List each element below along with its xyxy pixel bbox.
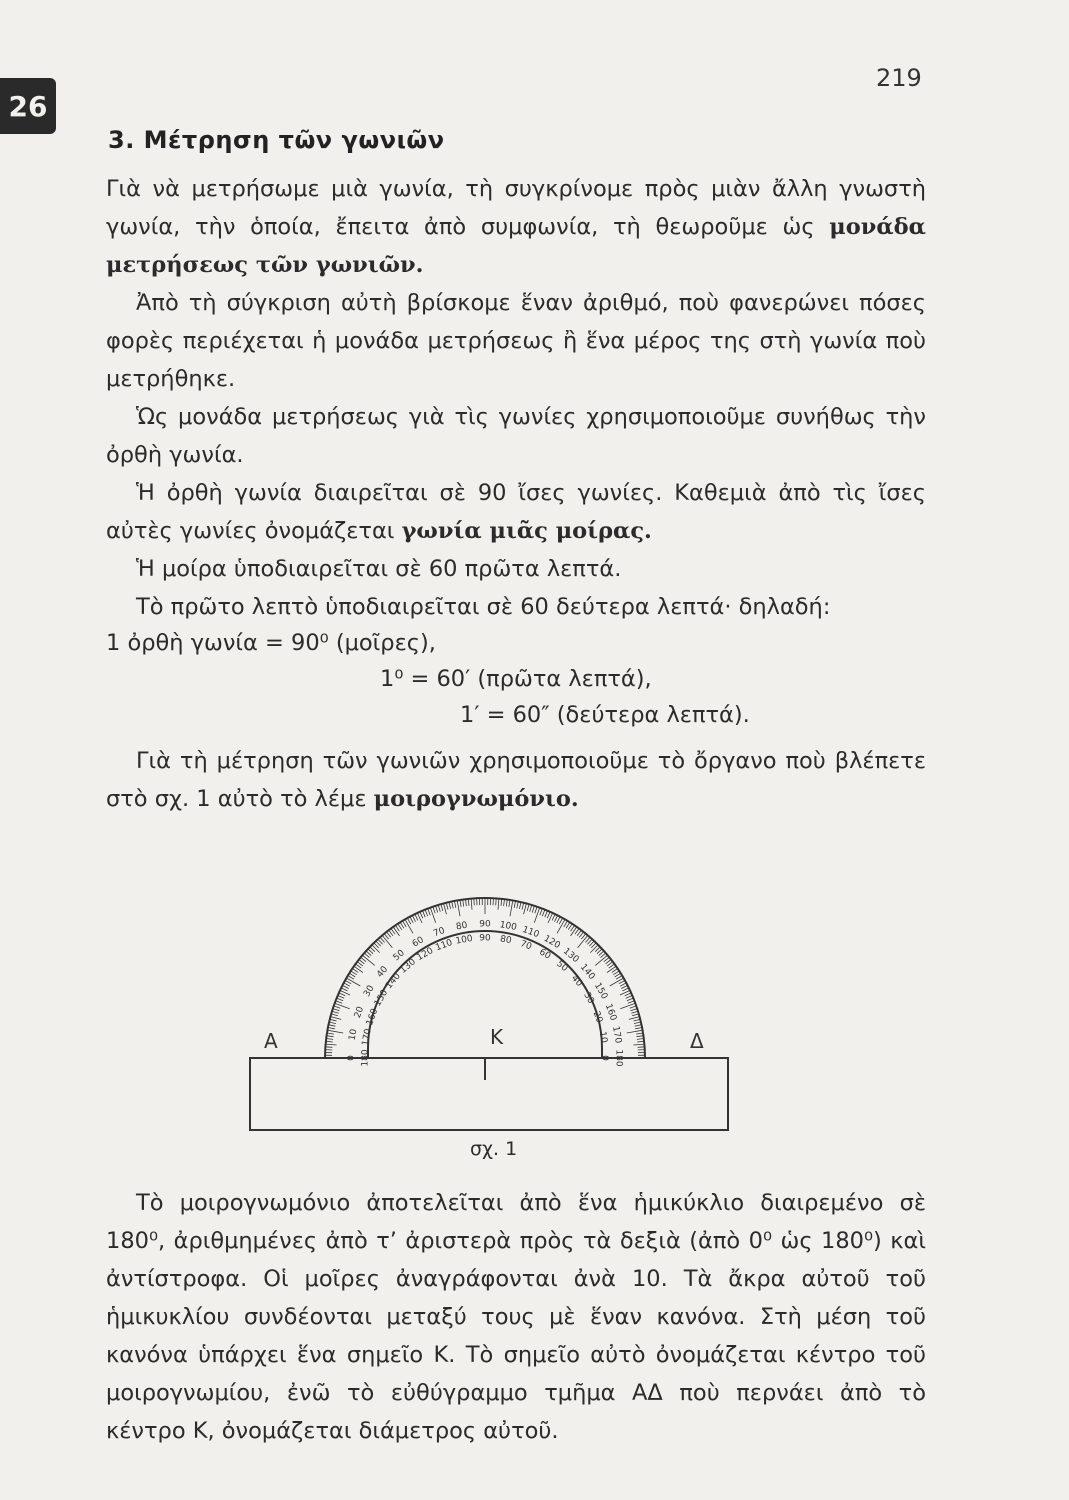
- degree-tick: [338, 996, 345, 999]
- degree-tick: [412, 915, 415, 921]
- degree-tick: [433, 907, 435, 914]
- scale-outer-label: 100: [498, 920, 518, 933]
- degree-tick: [634, 1019, 641, 1021]
- intro-text: [106, 170, 926, 626]
- scale-inner-label: 60: [537, 947, 553, 962]
- degree-tick: [609, 964, 615, 968]
- term-unit: μονάδα μετρήσεως τῶν γωνιῶν.: [106, 214, 926, 278]
- scale-inner-label: 90: [479, 933, 491, 944]
- degree-tick: [627, 998, 633, 1001]
- degree-tick: [326, 1039, 333, 1040]
- degree-tick: [633, 1044, 644, 1045]
- protractor-figure: [240, 848, 740, 1168]
- instrument-text: [106, 742, 926, 818]
- degree-tick: [327, 1030, 343, 1033]
- degree-tick: [542, 910, 545, 916]
- scale-outer-label: 130: [560, 946, 581, 966]
- degree-tick: [620, 983, 626, 986]
- degree-tick: [330, 1019, 337, 1021]
- point-label-a: Α: [264, 1029, 278, 1053]
- scale-outer-label: 150: [591, 981, 610, 1002]
- scale-outer-label: 180: [613, 1049, 624, 1067]
- degree-tick: [635, 1025, 642, 1027]
- scale-inner-label: 40: [569, 973, 585, 989]
- degree-tick: [506, 900, 507, 907]
- degree-tick: [337, 998, 343, 1001]
- degree-tick: [423, 911, 426, 918]
- scale-inner-label: 130: [398, 957, 419, 976]
- scale-outer-label: 90: [479, 919, 491, 930]
- term-protractor: μοιρογνωμόνιο.: [373, 786, 579, 812]
- degree-tick: [532, 906, 534, 913]
- degree-tick: [630, 1006, 637, 1008]
- degree-tick: [457, 900, 460, 916]
- chapter-badge: 26: [0, 78, 56, 134]
- scale-inner-label: 140: [384, 971, 403, 992]
- degree-tick: [420, 912, 423, 918]
- degree-tick: [566, 922, 570, 928]
- degree-tick: [336, 1001, 343, 1004]
- degree-tick: [628, 1001, 635, 1004]
- degree-tick: [623, 988, 629, 991]
- scale-inner-label: 30: [581, 990, 596, 1006]
- scale-outer-label: 50: [391, 948, 407, 964]
- paragraph-minutes: Ἡ μοίρα ὑποδιαιρεῖται σὲ 60 πρῶτα λεπτά.: [136, 556, 622, 582]
- page-number: 219: [876, 64, 922, 92]
- scale-inner-label: 20: [590, 1010, 604, 1025]
- degree-tick: [326, 1044, 337, 1045]
- formula-right-angle: 1 ὀρθὴ γωνία = 90⁰ (μοῖρες),: [106, 630, 436, 656]
- paragraph-degree: Ἡ ὀρθὴ γωνία διαιρεῖται σὲ 90 ἴσες γωνίες. Καθεμιὰ ἀπὸ τὶς ἴσες αὐτὲς γωνίες ὀνομάζεται γωνία μιᾶς μοίρας.: [106, 480, 926, 544]
- description-text: [106, 1184, 926, 1450]
- degree-tick: [327, 1036, 334, 1037]
- degree-tick: [564, 921, 568, 927]
- scale-inner-label: 50: [554, 958, 570, 974]
- degree-tick: [449, 902, 451, 909]
- degree-tick: [619, 980, 625, 983]
- scale-inner-label: 180: [360, 1049, 371, 1067]
- degree-tick: [625, 993, 631, 996]
- degree-tick: [534, 908, 539, 923]
- point-label-d: Δ: [690, 1029, 704, 1053]
- paragraph-comparison: Ἀπὸ τὴ σύγκριση αὐτὴ βρίσκομε ἕναν ἀριθμό, ποὺ φανερώνει πόσες φορὲς περιέχεται ἡ μονάδα μετρήσεως ἢ ἕνα μέρος της στὴ γωνία ποὺ μετρήθηκε.: [106, 290, 926, 392]
- degree-tick: [407, 918, 410, 924]
- scale-inner-label: 10: [596, 1030, 609, 1044]
- degree-tick: [446, 903, 448, 910]
- degree-tick: [517, 902, 519, 909]
- degree-tick: [637, 1036, 644, 1037]
- degree-tick: [471, 899, 472, 910]
- degree-tick: [331, 1014, 338, 1016]
- degree-tick: [403, 921, 407, 927]
- scale-outer-label: 120: [541, 933, 562, 952]
- degree-tick: [613, 971, 619, 975]
- degree-tick: [522, 903, 524, 910]
- scale-outer-label: 10: [347, 1028, 360, 1042]
- scale-inner-label: 100: [454, 933, 474, 947]
- degree-tick: [430, 908, 435, 923]
- degree-tick: [444, 904, 447, 915]
- degree-tick: [335, 1003, 350, 1008]
- degree-tick: [504, 899, 505, 906]
- degree-tick: [333, 1009, 340, 1011]
- degree-tick: [498, 899, 499, 910]
- degree-tick: [325, 1047, 332, 1048]
- scale-outer-label: 30: [362, 983, 377, 999]
- degree-tick: [354, 966, 363, 972]
- degree-tick: [638, 1047, 645, 1048]
- degree-tick: [356, 964, 362, 968]
- degree-tick: [452, 902, 454, 909]
- scale-inner-label: 170: [360, 1027, 374, 1047]
- degree-tick: [626, 996, 633, 999]
- degree-tick: [332, 1011, 339, 1013]
- scale-inner-label: 0: [599, 1055, 610, 1061]
- degree-tick: [463, 900, 464, 907]
- scale-inner-label: 110: [434, 938, 454, 954]
- protractor-ruler: [250, 1058, 728, 1130]
- degree-tick: [637, 1041, 644, 1042]
- scale-outer-label: 140: [577, 962, 597, 983]
- formula-degree: 1⁰ = 60′ (πρῶτα λεπτά),: [380, 666, 652, 692]
- scale-outer-label: 70: [432, 925, 447, 940]
- degree-tick: [327, 1033, 334, 1034]
- formula-minute: 1′ = 60″ (δεύτερα λεπτά).: [460, 702, 750, 728]
- degree-tick: [428, 909, 431, 916]
- degree-tick: [348, 976, 354, 980]
- degree-tick: [607, 966, 616, 972]
- figure-caption: σχ. 1: [470, 1138, 518, 1160]
- scale-outer-label: 0: [346, 1055, 357, 1061]
- degree-tick: [590, 945, 598, 953]
- degree-tick: [634, 1022, 641, 1024]
- degree-tick: [372, 945, 380, 953]
- degree-tick: [524, 904, 527, 915]
- degree-tick: [329, 1025, 336, 1027]
- degree-tick: [329, 1022, 336, 1024]
- degree-tick: [519, 902, 521, 909]
- degree-tick: [616, 976, 622, 980]
- degree-tick: [629, 1017, 640, 1020]
- degree-tick: [547, 912, 550, 918]
- degree-tick: [334, 1006, 341, 1008]
- scale-outer-label: 110: [520, 924, 541, 941]
- degree-tick: [620, 1003, 635, 1008]
- degree-tick: [496, 898, 497, 905]
- degree-tick: [552, 914, 555, 920]
- paragraph-right-angle-unit: Ὡς μονάδα μετρήσεως γιὰ τὶς γωνίες χρησιμοποιοῦμε συνήθως τὴν ὀρθὴ γωνία.: [106, 404, 926, 468]
- degree-tick: [466, 899, 467, 906]
- degree-tick: [575, 929, 579, 935]
- scale-outer-label: 170: [610, 1025, 623, 1045]
- degree-tick: [349, 973, 355, 977]
- degree-tick: [501, 899, 502, 906]
- degree-tick: [559, 918, 562, 924]
- term-degree: γωνία μιᾶς μοίρας.: [401, 518, 652, 544]
- scale-outer-label: 80: [455, 920, 469, 933]
- degree-tick: [400, 922, 404, 928]
- degree-tick: [631, 1011, 638, 1013]
- degree-tick: [568, 924, 572, 930]
- degree-tick: [425, 910, 428, 916]
- degree-tick: [535, 907, 537, 914]
- degree-tick: [509, 900, 510, 907]
- scale-inner-label: 160: [365, 1007, 381, 1027]
- degree-tick: [530, 905, 532, 912]
- degree-tick: [527, 904, 529, 911]
- degree-tick: [635, 1028, 642, 1029]
- degree-tick: [339, 993, 345, 996]
- degree-tick: [342, 985, 348, 988]
- degree-labels: [347, 920, 624, 1067]
- degree-tick: [621, 985, 627, 988]
- scale-outer-label: 160: [602, 1002, 619, 1023]
- degree-tick: [344, 983, 350, 986]
- degree-tick: [627, 1030, 643, 1033]
- paragraph-instrument: Γιὰ τὴ μέτρηση τῶν γωνιῶν χρησιμοποιοῦμε τὸ ὄργανο ποὺ βλέπετε στὸ σχ. 1 αὐτὸ τὸ λέμε μοιρογνωμόνιο.: [106, 748, 926, 812]
- degree-tick: [393, 927, 399, 936]
- degree-tick: [571, 927, 577, 936]
- degree-tick: [540, 909, 543, 916]
- degree-tick: [455, 901, 456, 908]
- scale-inner-label: 120: [415, 945, 436, 964]
- scale-outer-label: 40: [375, 964, 391, 980]
- section-title: 3. Μέτρηση τῶν γωνιῶν: [108, 126, 445, 154]
- degree-tick: [474, 898, 475, 905]
- point-label-k: Κ: [490, 1025, 504, 1049]
- degree-tick: [545, 911, 548, 918]
- degree-tick: [468, 899, 469, 906]
- degree-tick: [514, 901, 515, 908]
- degree-tick: [326, 1041, 333, 1042]
- degree-tick: [631, 1009, 638, 1011]
- degree-tick: [345, 980, 351, 983]
- scale-inner-label: 80: [499, 934, 513, 947]
- scale-inner-label: 70: [518, 939, 533, 953]
- degree-tick: [391, 929, 395, 935]
- degree-tick: [436, 906, 438, 913]
- degree-tick: [351, 971, 357, 975]
- scale-inner-label: 150: [372, 988, 391, 1009]
- degree-tick: [555, 915, 558, 921]
- degree-tick: [438, 905, 440, 912]
- degree-tick: [410, 917, 413, 923]
- scale-outer-label: 60: [410, 935, 426, 950]
- paragraph-definition: Γιὰ νὰ μετρήσωμε μιὰ γωνία, τὴ συγκρίνομε πρὸς μιὰν ἄλλη γνωστὴ γωνία, τὴν ὁποία, ἔπειτα ἀπὸ συμφωνία, τὴ θεωροῦμε ὡς μονάδα μετρήσεως τῶν γωνιῶν.: [106, 176, 926, 278]
- degree-tick: [637, 1039, 644, 1040]
- degree-tick: [331, 1017, 342, 1020]
- paragraph-seconds: Τὸ πρῶτο λεπτὸ ὑποδιαιρεῖται σὲ 60 δεύτερα λεπτά· δηλαδή:: [136, 594, 831, 620]
- degree-tick: [632, 1014, 639, 1016]
- paragraph-description: Τὸ μοιρογνωμόνιο ἀποτελεῖται ἀπὸ ἕνα ἡμικύκλιο διαιρεμένο σὲ 180⁰, ἀριθμημένες ἀπὸ τ’ ἀριστερὰ πρὸς τὰ δεξιὰ (ἀπὸ 0⁰ ὡς 180⁰) καὶ ἀντίστροφα. Οἱ μοῖρες ἀναγράφονται ἀνὰ 10. Τὰ ἄκρα αὐτοῦ τοῦ ἡμικυκλίου συνδέονται μεταξύ τους μὲ ἕναν κανόνα. Στὴ μέση τοῦ κανόνα ὑπάρχει ἕνα σημεῖο Κ. Τὸ σημεῖο αὐτὸ ὀνομάζεται κέντρο τοῦ μοιρογνωμίου, ἐνῶ τὸ εὐθύγραμμο τμῆμα ΑΔ ποὺ περνάει ἀπὸ τὸ κέντρο Κ, ὀνομάζεται διάμετρος αὐτοῦ.: [106, 1190, 926, 1444]
- degree-tick: [398, 924, 402, 930]
- degree-tick: [441, 904, 443, 911]
- degree-tick: [615, 973, 621, 977]
- degree-tick: [415, 914, 418, 920]
- degree-tick: [510, 900, 513, 916]
- scale-outer-label: 20: [352, 1005, 367, 1020]
- degree-tick: [460, 900, 461, 907]
- degree-tick: [557, 917, 560, 923]
- degree-tick: [636, 1033, 643, 1034]
- degree-tick: [341, 988, 347, 991]
- degree-tick: [328, 1028, 335, 1029]
